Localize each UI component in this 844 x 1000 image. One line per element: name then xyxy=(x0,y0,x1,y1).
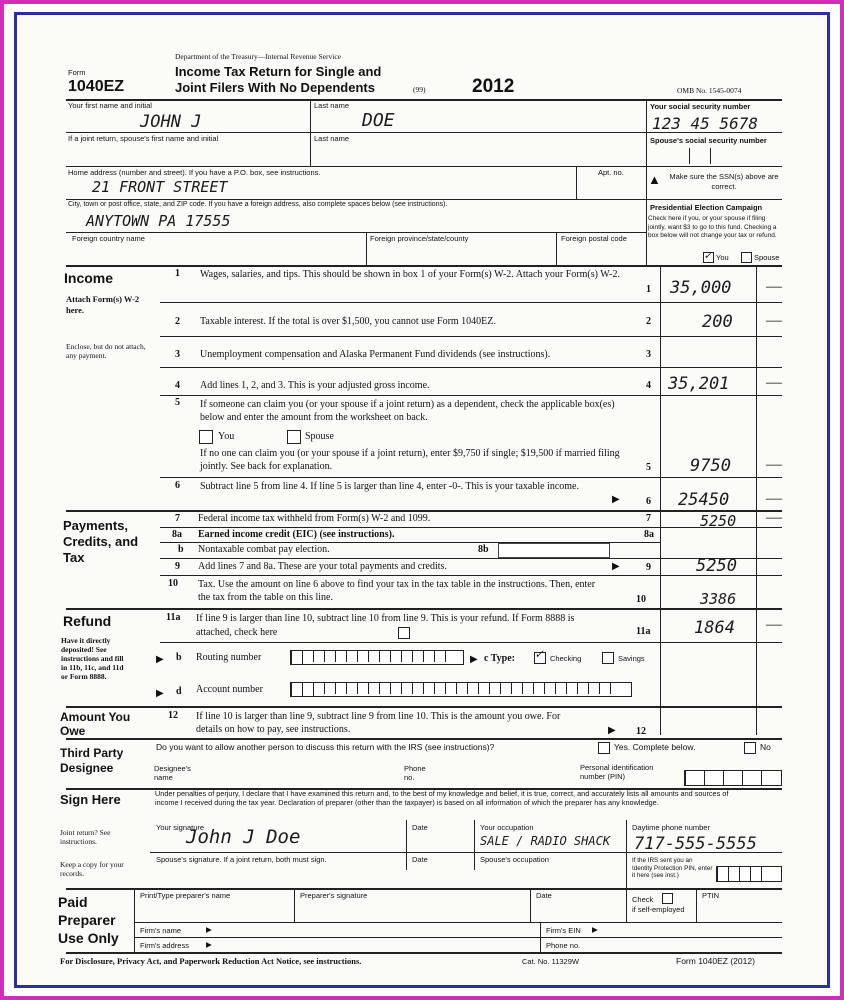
spouse-occupation-label: Spouse's occupation xyxy=(480,855,549,864)
income-heading: Income xyxy=(64,270,114,286)
designee-name-label: Designee's name xyxy=(154,764,191,782)
ssn-note: Make sure the SSN(s) above are correct. xyxy=(669,172,779,191)
arrow-icon: ▶ xyxy=(592,925,598,934)
line12-number: 12 xyxy=(168,710,178,721)
divider xyxy=(626,820,627,888)
campaign-spouse-checkbox[interactable] xyxy=(741,252,752,263)
ssn-value[interactable]: 123 45 5678 xyxy=(652,114,758,133)
line7-text: Federal income tax withheld from Form(s) W-2 and 1099. xyxy=(198,513,431,524)
arrow-icon: ▶ xyxy=(156,688,164,699)
line2-number: 2 xyxy=(175,316,180,327)
attach-note: Attach Form(s) W-2 here. xyxy=(66,294,140,315)
title-line1: Income Tax Return for Single and xyxy=(175,64,382,79)
rule xyxy=(160,367,782,368)
divider xyxy=(530,888,531,922)
form-label: Form xyxy=(68,68,86,77)
line2-text: Taxable interest. If the total is over $1,500, you cannot use Form 1040EZ. xyxy=(200,316,496,327)
phone-value[interactable]: 717-555-5555 xyxy=(634,834,757,854)
rule xyxy=(160,527,782,528)
home-address-value[interactable]: 21 FRONT STREET xyxy=(92,178,228,196)
line10-number: 10 xyxy=(168,578,178,589)
rule xyxy=(646,199,782,200)
footer-cat: Cat. No. 11329W xyxy=(522,957,579,966)
payments-heading: Payments, Credits, and Tax xyxy=(63,518,139,565)
rule xyxy=(160,336,782,337)
line11b-letter: b xyxy=(176,652,182,663)
section-rule xyxy=(66,738,782,740)
perjury-statement: Under penalties of perjury, I declare that I have examined this return and, to the best of my knowledge and belief, it is true, correct, and accurately lists all amounts and sources of income I received during the tax year. Declaration of preparer (other than the taxpayer) is based on all information of which the preparer has any knowledge. xyxy=(155,789,729,807)
divider xyxy=(646,100,647,265)
routing-label: Routing number xyxy=(196,652,262,663)
footer-form: Form 1040EZ (2012) xyxy=(676,956,755,966)
line1-value[interactable]: 35,000 xyxy=(670,278,732,298)
designee-yes-checkbox[interactable] xyxy=(598,742,610,754)
your-signature[interactable]: John J Doe xyxy=(186,826,301,848)
line5-you-label: You xyxy=(218,431,235,442)
designee-yes-label: Yes. Complete below. xyxy=(614,742,696,752)
line1-box: 1 xyxy=(646,284,651,295)
preparer-date-label: Date xyxy=(536,891,552,900)
header-rule xyxy=(66,99,782,101)
rule xyxy=(66,232,646,233)
divider xyxy=(406,820,407,870)
line10-value[interactable]: 3386 xyxy=(700,590,737,608)
last-name-value[interactable]: DOE xyxy=(362,110,395,131)
line1-cents[interactable]: — xyxy=(766,278,782,295)
divider xyxy=(576,166,577,200)
line9-value[interactable]: 5250 xyxy=(696,556,737,576)
line4-cents[interactable]: — xyxy=(766,374,782,391)
line7-cents[interactable]: — xyxy=(766,509,782,526)
line2-cents[interactable]: — xyxy=(766,312,782,329)
section-rule xyxy=(66,608,782,610)
designee-no-checkbox[interactable] xyxy=(744,742,756,754)
line11a-cents[interactable]: — xyxy=(766,616,782,633)
designee-heading: Third Party Designee xyxy=(60,746,124,775)
checking-label: Checking xyxy=(550,654,582,663)
rule xyxy=(160,575,782,576)
first-name-value[interactable]: JOHN J xyxy=(140,112,202,132)
preparer-name-label: Print/Type preparer's name xyxy=(140,891,231,900)
line2-box: 2 xyxy=(646,316,651,327)
line6-value[interactable]: 25450 xyxy=(678,490,730,510)
city-value[interactable]: ANYTOWN PA 17555 xyxy=(86,212,231,230)
line11a-text: If line 9 is larger than line 10, subtract line 10 from line 9. This is your refund. If Form 8888 is attached, check here xyxy=(196,613,575,638)
arrow-icon: ▶ xyxy=(206,940,212,949)
preparer-signature-label: Preparer's signature xyxy=(300,891,368,900)
spouse-last-label: Last name xyxy=(314,134,350,143)
line4-value[interactable]: 35,201 xyxy=(668,374,730,394)
rule xyxy=(134,922,782,923)
preparer-heading: Paid Preparer Use Only xyxy=(58,894,119,946)
line12-box: 12 xyxy=(636,726,646,737)
first-name-label: Your first name and initial xyxy=(68,101,152,110)
designee-no-label: No xyxy=(760,742,771,752)
home-address-label: Home address (number and street). If you have a P.O. box, see instructions. xyxy=(68,168,321,177)
line5-number: 5 xyxy=(175,397,180,408)
foreign-province-label: Foreign province/state/county xyxy=(370,234,469,243)
line1-text: Wages, salaries, and tips. This should be shown in box 1 of your Form(s) W-2. Attach your Form(s) W-2. xyxy=(200,269,620,280)
ssn-arrow-icon: ▲ xyxy=(648,172,661,187)
title-line2: Joint Filers With No Dependents xyxy=(175,80,375,95)
line7-number: 7 xyxy=(175,513,180,524)
account-label: Account number xyxy=(196,684,263,695)
divider xyxy=(556,232,557,265)
rule xyxy=(160,395,782,396)
section-rule xyxy=(66,706,782,708)
rule xyxy=(66,166,782,167)
line3-number: 3 xyxy=(175,349,180,360)
line5-spouse-label: Spouse xyxy=(305,431,334,442)
divider xyxy=(474,820,475,870)
campaign-title: Presidential Election Campaign xyxy=(650,203,763,212)
line5-you-checkbox[interactable] xyxy=(199,430,213,444)
designee-phone-label: Phone no. xyxy=(404,764,426,782)
line11a-value[interactable]: 1864 xyxy=(694,618,735,638)
sign-heading: Sign Here xyxy=(60,792,121,807)
divider xyxy=(626,888,627,922)
line4-number: 4 xyxy=(175,380,180,391)
line6-box: 6 xyxy=(646,496,651,507)
ssn-tick xyxy=(689,148,690,164)
line3-text: Unemployment compensation and Alaska Permanent Fund dividends (see instructions). xyxy=(200,349,551,360)
campaign-you-label: You xyxy=(716,253,729,262)
divider xyxy=(696,888,697,922)
line7-box: 7 xyxy=(646,513,651,524)
form8888-checkbox[interactable] xyxy=(398,627,410,639)
line5-box: 5 xyxy=(646,462,651,473)
footer-notice: For Disclosure, Privacy Act, and Paperwork Reduction Act Notice, see instructions. xyxy=(60,956,362,966)
refund-note: Have it directly deposited! See instructions and fill in 11b, 11c, and 11d or Form 8888. xyxy=(61,636,124,681)
line11d-letter: d xyxy=(176,686,182,697)
section-rule xyxy=(66,888,782,890)
omb-number: OMB No. 1545-0074 xyxy=(677,86,742,95)
designee-pin-field[interactable] xyxy=(684,770,782,786)
line9-text: Add lines 7 and 8a. These are your total payments and credits. xyxy=(198,561,447,572)
designee-pin-label: Personal identification number (PIN) xyxy=(580,763,654,781)
foreign-country-label: Foreign country name xyxy=(72,234,145,243)
ip-pin-field[interactable] xyxy=(716,866,782,882)
line11a-number: 11a xyxy=(166,612,181,623)
form-number: 1040EZ xyxy=(68,78,125,95)
line10-box: 10 xyxy=(636,594,646,605)
self-employed-label: if self-employed xyxy=(632,905,685,914)
preparer-check-label: Check xyxy=(632,895,654,904)
campaign-spouse-label: Spouse xyxy=(754,253,780,262)
arrow-icon: ▶ xyxy=(156,654,164,665)
last-name-label: Last name xyxy=(314,101,350,110)
ssn-tick xyxy=(710,148,711,164)
line4-text: Add lines 1, 2, and 3. This is your adjusted gross income. xyxy=(200,380,430,391)
savings-label: Savings xyxy=(618,654,645,663)
phone-label: Daytime phone number xyxy=(632,823,710,832)
sign-note-copy: Keep a copy for your records. xyxy=(60,860,124,878)
self-employed-checkbox[interactable] xyxy=(662,893,673,904)
preparer-phone-label: Phone no. xyxy=(546,941,581,950)
divider xyxy=(294,888,295,922)
line8a-number: 8a xyxy=(172,529,182,540)
section-rule xyxy=(66,265,782,267)
line3-box: 3 xyxy=(646,349,651,360)
line5-text2: If no one can claim you (or your spouse if a joint return), enter $9,750 if single; $19,500 if married filing jointly. See back for explanation. xyxy=(200,448,620,472)
rule xyxy=(160,477,782,478)
line6-text: Subtract line 5 from line 4. If line 5 is larger than line 4, enter -0-. This is your taxable income. xyxy=(200,481,579,492)
line5-value[interactable]: 9750 xyxy=(690,456,731,476)
line8a-box: 8a xyxy=(644,529,654,540)
rule xyxy=(150,852,626,853)
arrow-icon: ▶ xyxy=(612,494,620,505)
firm-name-label: Firm's name xyxy=(140,926,182,935)
occupation-label: Your occupation xyxy=(480,823,534,832)
line8b-text: Nontaxable combat pay election. xyxy=(198,544,330,555)
campaign-you-checkbox[interactable]: ✓ xyxy=(703,252,714,263)
line5-text: If someone can claim you (or your spouse if a joint return) as a dependent, check the applicable box(es) below and enter the amount from the worksheet on back. xyxy=(200,399,615,423)
spouse-signature-label: Spouse's signature. If a joint return, both must sign. xyxy=(156,855,327,864)
line8a-text: Earned income credit (EIC) (see instructions). xyxy=(198,529,395,540)
form-code: (99) xyxy=(413,85,426,94)
spouse-name-label: If a joint return, spouse's first name and initial xyxy=(68,134,219,143)
line10-text: Tax. Use the amount on line 6 above to find your tax in the tax table in the instructions. Then, enter the tax from the table on this line. xyxy=(198,579,596,603)
arrow-icon: ▶ xyxy=(206,925,212,934)
section-rule xyxy=(66,510,782,512)
line7-value[interactable]: 5250 xyxy=(700,512,737,530)
rule xyxy=(160,558,782,559)
ip-pin-note: If the IRS sent you an Identity Protection PIN, enter it here (see inst.) xyxy=(632,857,713,879)
rule xyxy=(66,199,646,200)
line6-number: 6 xyxy=(175,480,180,491)
divider xyxy=(310,100,311,166)
rule xyxy=(626,852,782,853)
arrow-icon: ▶ xyxy=(470,654,478,665)
apt-label: Apt. no. xyxy=(598,168,624,177)
type-label: c Type: xyxy=(484,653,516,664)
line5-spouse-checkbox[interactable] xyxy=(287,430,301,444)
divider xyxy=(366,232,367,265)
designee-question: Do you want to allow another person to discuss this return with the IRS (see instructions)? xyxy=(156,742,495,752)
account-field[interactable] xyxy=(290,682,632,697)
tax-year: 2012 xyxy=(472,76,515,97)
enclose-note: Enclose, but do not attach, any payment. xyxy=(66,342,146,360)
department: Department of the Treasury—Internal Revenue Service xyxy=(175,52,341,61)
line8b-box: 8b xyxy=(478,544,489,555)
arrow-icon: ▶ xyxy=(612,561,620,572)
divider xyxy=(134,888,135,952)
rule xyxy=(160,642,782,643)
arrow-icon: ▶ xyxy=(608,725,616,736)
line1-number: 1 xyxy=(175,268,180,279)
line8b-field[interactable] xyxy=(498,543,610,558)
line5-cents[interactable]: — xyxy=(766,456,782,473)
sign-note-joint: Joint return? See instructions. xyxy=(60,828,111,846)
ssn-label: Your social security number xyxy=(650,102,751,111)
line11a-box: 11a xyxy=(636,626,651,637)
line4-box: 4 xyxy=(646,380,651,391)
savings-checkbox[interactable] xyxy=(602,652,614,664)
date-label: Date xyxy=(412,823,428,832)
occupation-value[interactable]: SALE / RADIO SHACK xyxy=(480,834,611,848)
routing-field[interactable] xyxy=(290,650,464,665)
campaign-text: Check here if you, or your spouse if filing jointly, want $3 to go to this fund. Checking a box below will not change your tax or refund. xyxy=(648,215,777,239)
your-signature-label: Your signature xyxy=(156,823,205,832)
spouse-ssn-label: Spouse's social security number xyxy=(650,136,767,145)
line9-box: 9 xyxy=(646,562,651,573)
line8b-number: b xyxy=(178,544,184,555)
line6-cents[interactable]: — xyxy=(766,490,782,507)
rule xyxy=(160,302,782,303)
line2-value[interactable]: 200 xyxy=(702,312,733,332)
checking-checkbox[interactable]: ✓ xyxy=(534,652,546,664)
city-label: City, town or post office, state, and ZIP code. If you have a foreign address, also complete spaces below (see instructions). xyxy=(68,201,448,208)
spouse-date-label: Date xyxy=(412,855,428,864)
foreign-postal-label: Foreign postal code xyxy=(561,234,627,243)
firm-address-label: Firm's address xyxy=(140,941,189,950)
line12-text: If line 10 is larger than line 9, subtract line 9 from line 10. This is the amount you owe. For details on how to pay, see instructions. xyxy=(196,711,561,735)
rule xyxy=(66,132,782,133)
section-rule xyxy=(66,952,782,954)
rule xyxy=(134,937,782,938)
refund-heading: Refund xyxy=(63,613,112,629)
firm-ein-label: Firm's EIN xyxy=(546,926,581,935)
owe-heading: Amount You Owe xyxy=(60,710,131,738)
line9-number: 9 xyxy=(175,561,180,572)
ptin-label: PTIN xyxy=(702,891,720,900)
